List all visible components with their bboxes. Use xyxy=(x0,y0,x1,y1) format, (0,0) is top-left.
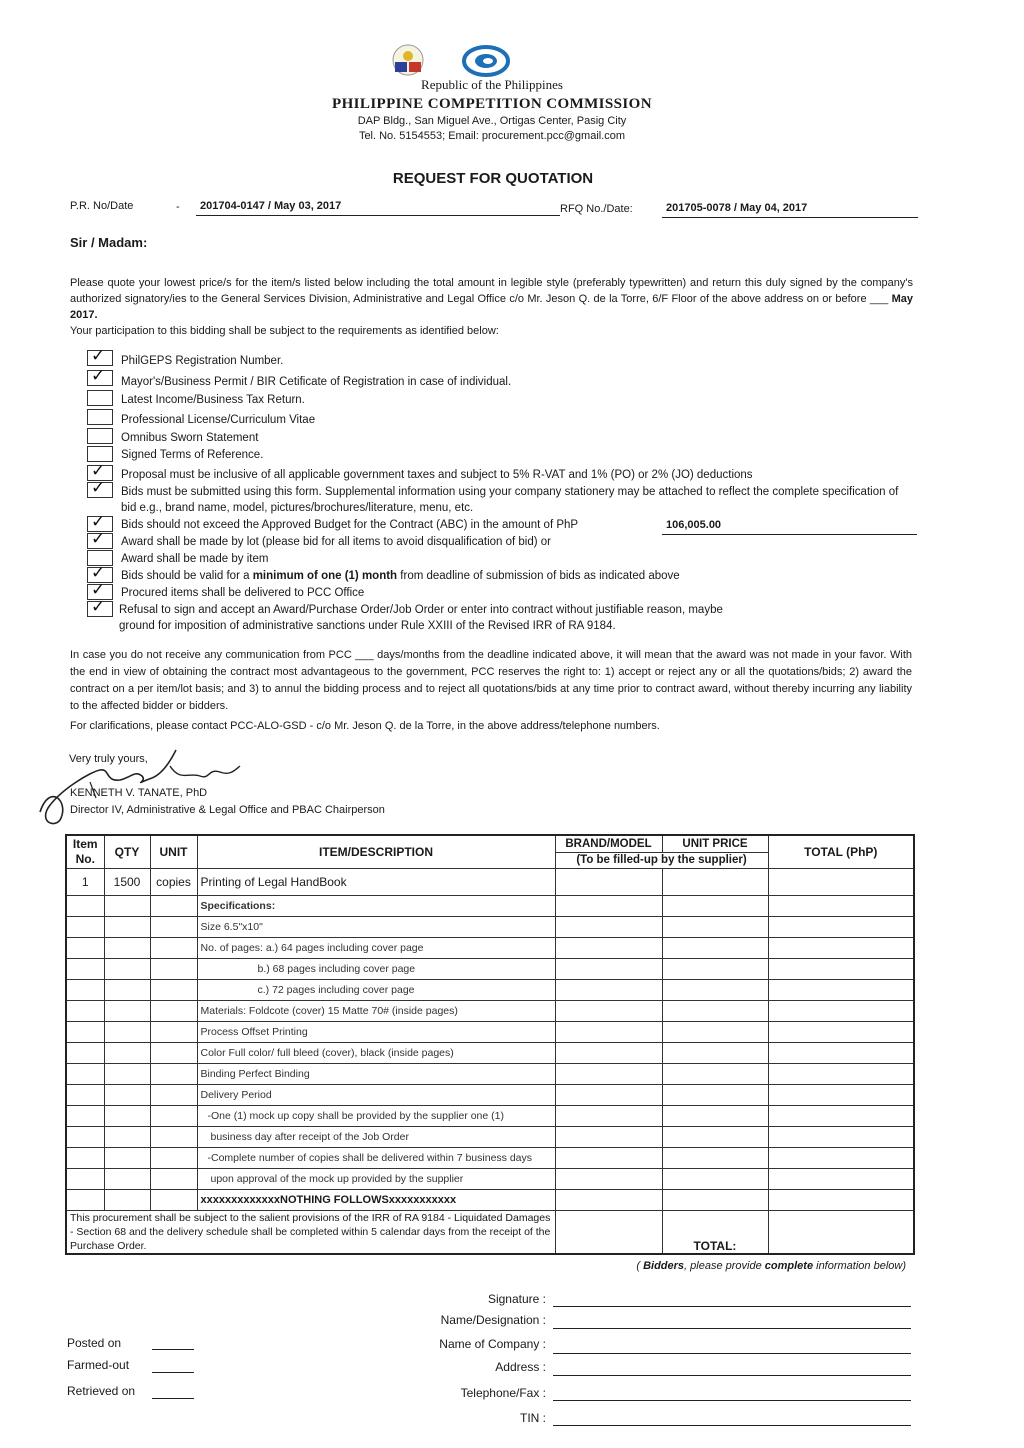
total-label: TOTAL: xyxy=(662,1211,768,1255)
spec-line: Process Offset Printing xyxy=(197,1022,555,1043)
signature-line[interactable] xyxy=(553,1306,911,1307)
company-line[interactable] xyxy=(553,1353,911,1354)
bidders-note xyxy=(600,1260,906,1272)
requirement-checkbox xyxy=(87,346,113,366)
table-row xyxy=(66,917,914,938)
commission-name: PHILIPPINE COMPETITION COMMISSION xyxy=(332,96,652,112)
table-row xyxy=(66,1190,914,1211)
requirement-checkbox xyxy=(87,478,113,498)
intro-text: Please quote your lowest price/s for the item/s listed below including the total amount in legible style (preferably typewritten) and return this duly signed by the company's authorized signatory/ies to the General Services Division, Administrative and Legal Office c/o Mr. Jeson Q. de la Torre, 6/F Floor of the above address on or before ___ xyxy=(70,277,913,305)
rfq-label: RFQ No./Date: xyxy=(560,203,633,215)
check-mark-icon: ✓ xyxy=(91,597,106,616)
commission-contact: Tel. No. 5154553; Email: procurement.pcc@gmail.com xyxy=(358,130,626,142)
spec-line: -Complete number of copies shall be delivered within 7 business days xyxy=(197,1148,555,1169)
check-mark-icon: ✓ xyxy=(91,563,106,582)
table-header-row xyxy=(66,835,914,852)
rfq-value: 201705-0078 / May 04, 2017 xyxy=(662,202,918,218)
header-supplier-note: (To be filled-up by the supplier) xyxy=(555,852,768,868)
check-mark-icon: ✓ xyxy=(91,580,106,599)
abc-amount: 106,005.00 xyxy=(662,519,917,535)
address-label: Address : xyxy=(495,1360,546,1374)
spec-line: b.) 68 pages including cover page xyxy=(197,959,555,980)
header-unit: UNIT xyxy=(150,835,197,869)
check-mark-icon: ✓ xyxy=(91,366,106,385)
table-row xyxy=(66,1064,914,1085)
table-row xyxy=(66,1043,914,1064)
signatory-name: KENNETH V. TANATE, PhD xyxy=(70,787,208,799)
posted-on-label: Posted on xyxy=(67,1336,122,1350)
requirement-checkbox xyxy=(87,529,113,549)
check-mark-icon: ✓ xyxy=(91,346,106,365)
closing-text: Very truly yours, xyxy=(69,753,148,765)
requirement-checkbox xyxy=(87,428,113,444)
requirement-text: PhilGEPS Registration Number. xyxy=(121,355,284,367)
spec-line: Binding Perfect Binding xyxy=(197,1064,555,1085)
spec-line: -One (1) mock up copy shall be provided by the supplier one (1) xyxy=(197,1106,555,1127)
header-description: ITEM/DESCRIPTION xyxy=(197,835,555,869)
salutation: Sir / Madam: xyxy=(70,235,148,250)
table-row xyxy=(66,959,914,980)
pcc-logo xyxy=(462,45,510,77)
nothing-follows: xxxxxxxxxxxxxNOTHING FOLLOWSxxxxxxxxxxx xyxy=(197,1190,555,1211)
commission-address: DAP Bldg., San Miguel Ave., Ortigas Center, Pasig City xyxy=(357,115,627,127)
description-cell: Printing of Legal HandBook xyxy=(197,869,555,896)
requirements-intro: Your participation to this bidding shall be subject to the requirements as identified below: xyxy=(70,325,499,337)
intro-paragraph xyxy=(70,275,913,323)
total-cell xyxy=(768,869,914,896)
posted-on-line[interactable] xyxy=(152,1349,194,1350)
requirement-checkbox xyxy=(87,366,113,386)
government-seal-logo xyxy=(388,42,428,78)
validity-text-c: from deadline of submission of bids as indicated above xyxy=(397,570,680,582)
table-row xyxy=(66,1022,914,1043)
table-row xyxy=(66,896,914,917)
tin-line[interactable] xyxy=(553,1425,911,1426)
spec-line: upon approval of the mock up provided by the supplier xyxy=(197,1169,555,1190)
spec-line: Delivery Period xyxy=(197,1085,555,1106)
tin-label: TIN : xyxy=(520,1411,546,1425)
requirement-checkbox xyxy=(87,390,113,406)
spec-line: Size 6.5"x10" xyxy=(197,917,555,938)
name-designation-label: Name/Designation : xyxy=(440,1313,546,1327)
telephone-label: Telephone/Fax : xyxy=(460,1386,546,1400)
requirement-text: Award shall be made by lot (please bid for all items to avoid disqualification of bid) or xyxy=(121,536,551,548)
signature-label: Signature : xyxy=(487,1292,546,1306)
check-mark-icon: ✓ xyxy=(91,529,106,548)
spec-line: Color Full color/ full bleed (cover), black (inside pages) xyxy=(197,1043,555,1064)
spec-line: No. of pages: a.) 64 pages including cover page xyxy=(197,938,555,959)
table-footer-row xyxy=(66,1211,914,1255)
header-unit-price: UNIT PRICE xyxy=(662,835,768,852)
requirement-text xyxy=(121,568,680,584)
clarification-text: For clarifications, please contact PCC-ALO-GSD - c/o Mr. Jeson Q. de la Torre, in the above address/telephone numbers. xyxy=(70,720,660,732)
table-row xyxy=(66,938,914,959)
requirement-text: Professional License/Curriculum Vitae xyxy=(121,414,316,426)
retrieved-on-label: Retrieved on xyxy=(67,1384,136,1398)
table-row xyxy=(66,1148,914,1169)
address-line[interactable] xyxy=(553,1375,911,1376)
pr-label: P.R. No/Date xyxy=(70,200,134,212)
farmed-out-label: Farmed-out xyxy=(67,1358,130,1372)
spec-line: c.) 72 pages including cover page xyxy=(197,980,555,1001)
brand-cell xyxy=(555,869,662,896)
note-complete: complete xyxy=(764,1260,814,1272)
spec-line: Materials: Foldcote (cover) 15 Matte 70# (inside pages) xyxy=(197,1001,555,1022)
header-total: TOTAL (PhP) xyxy=(768,835,914,869)
note-part: , please provide xyxy=(684,1260,765,1272)
requirement-text: Procured items shall be delivered to PCC Office xyxy=(121,587,365,599)
telephone-line[interactable] xyxy=(553,1400,911,1401)
qty-cell: 1500 xyxy=(104,869,150,896)
note-part: information below) xyxy=(813,1260,906,1272)
table-row xyxy=(66,1106,914,1127)
spec-line: Specifications: xyxy=(197,896,555,917)
table-row xyxy=(66,869,914,896)
header-brand: BRAND/MODEL xyxy=(555,835,662,852)
table-row xyxy=(66,1001,914,1022)
requirement-text: Refusal to sign and accept an Award/Purchase Order/Job Order or enter into contract without justifiable reason, maybe ground for imposition of administrative sanctions under Rule XXIII of the Revised IRR of RA 9184. xyxy=(119,604,723,632)
requirement-text: Mayor's/Business Permit / BIR Cetificate of Registration in case of individual. xyxy=(121,376,512,388)
header-qty: QTY xyxy=(104,835,150,869)
requirement-checkbox xyxy=(87,597,113,617)
retrieved-on-line[interactable] xyxy=(152,1398,194,1399)
note-bidders: Bidders xyxy=(643,1260,685,1272)
deadline-date: May 2017. xyxy=(70,293,913,321)
requirement-text: Omnibus Sworn Statement xyxy=(121,432,259,444)
procurement-note: This procurement shall be subject to the salient provisions of the IRR of RA 9184 - Liquidated Damages - Section 68 and the delivery schedule shall be completed within 5 calendar days from the receipt of the Purchase Order. xyxy=(66,1211,555,1255)
check-mark-icon: ✓ xyxy=(91,478,106,497)
check-mark-icon: ✓ xyxy=(91,461,106,480)
company-label: Name of Company : xyxy=(439,1337,546,1351)
requirement-text: Proposal must be inclusive of all applicable government taxes and subject to 5% R-VAT and 1% (PO) or 2% (JO) deductions xyxy=(121,469,753,481)
validity-period: minimum of one (1) month xyxy=(252,570,398,582)
requirement-text: Latest Income/Business Tax Return. xyxy=(121,394,305,406)
requirement-text: Award shall be made by item xyxy=(121,553,269,565)
item-no-cell: 1 xyxy=(66,869,104,896)
name-designation-line[interactable] xyxy=(553,1328,911,1329)
validity-text-a: Bids should be valid for a xyxy=(121,570,253,582)
unit-cell: copies xyxy=(150,869,197,896)
unit-price-cell xyxy=(662,869,768,896)
award-paragraph: In case you do not receive any communication from PCC ___ days/months from the deadline indicated above, it will mean that the award was not made in your favor. With the end in view of obtaining the contract most advantageous to the government, PCC reserves the right to: 1) accept or reject any or all the quotations/bids; 2) award the contract on a per item/lot basis; and 3) to annul the bidding process and to reject all quotations/bids at any time prior to contract award, without thereby incurring any liability to the affected bidder or bidders. xyxy=(70,649,912,712)
requirement-text: Bids should not exceed the Approved Budget for the Contract (ABC) in the amount of PhP xyxy=(121,519,579,531)
requirement-checkbox xyxy=(87,446,113,462)
grand-total-cell xyxy=(768,1211,914,1255)
requirement-text: Signed Terms of Reference. xyxy=(121,449,264,461)
items-table xyxy=(65,834,915,1255)
signatory-position: Director IV, Administrative & Legal Office and PBAC Chairperson xyxy=(70,804,385,816)
farmed-out-line[interactable] xyxy=(152,1372,194,1373)
table-row xyxy=(66,1127,914,1148)
pr-dash: - xyxy=(176,201,180,213)
requirement-checkbox xyxy=(87,409,113,425)
requirement-text: Bids must be submitted using this form. Supplemental information using your company stationery may be attached to reflect the complete specification of bid e.g., brand name, model, pictures/brochures/literature, menu, etc. xyxy=(121,486,899,514)
header-item-no: Item No. xyxy=(66,835,104,869)
note-part: ( xyxy=(636,1260,644,1272)
table-row xyxy=(66,1169,914,1190)
table-row xyxy=(66,1085,914,1106)
table-row xyxy=(66,980,914,1001)
page-title: REQUEST FOR QUOTATION xyxy=(392,170,594,187)
republic-label: Republic of the Philippines xyxy=(421,77,563,92)
check-mark-icon: ✓ xyxy=(91,512,106,531)
spec-line: business day after receipt of the Job Order xyxy=(197,1127,555,1148)
pr-value: 201704-0147 / May 03, 2017 xyxy=(196,200,560,216)
footer-brand-cell xyxy=(555,1211,662,1255)
